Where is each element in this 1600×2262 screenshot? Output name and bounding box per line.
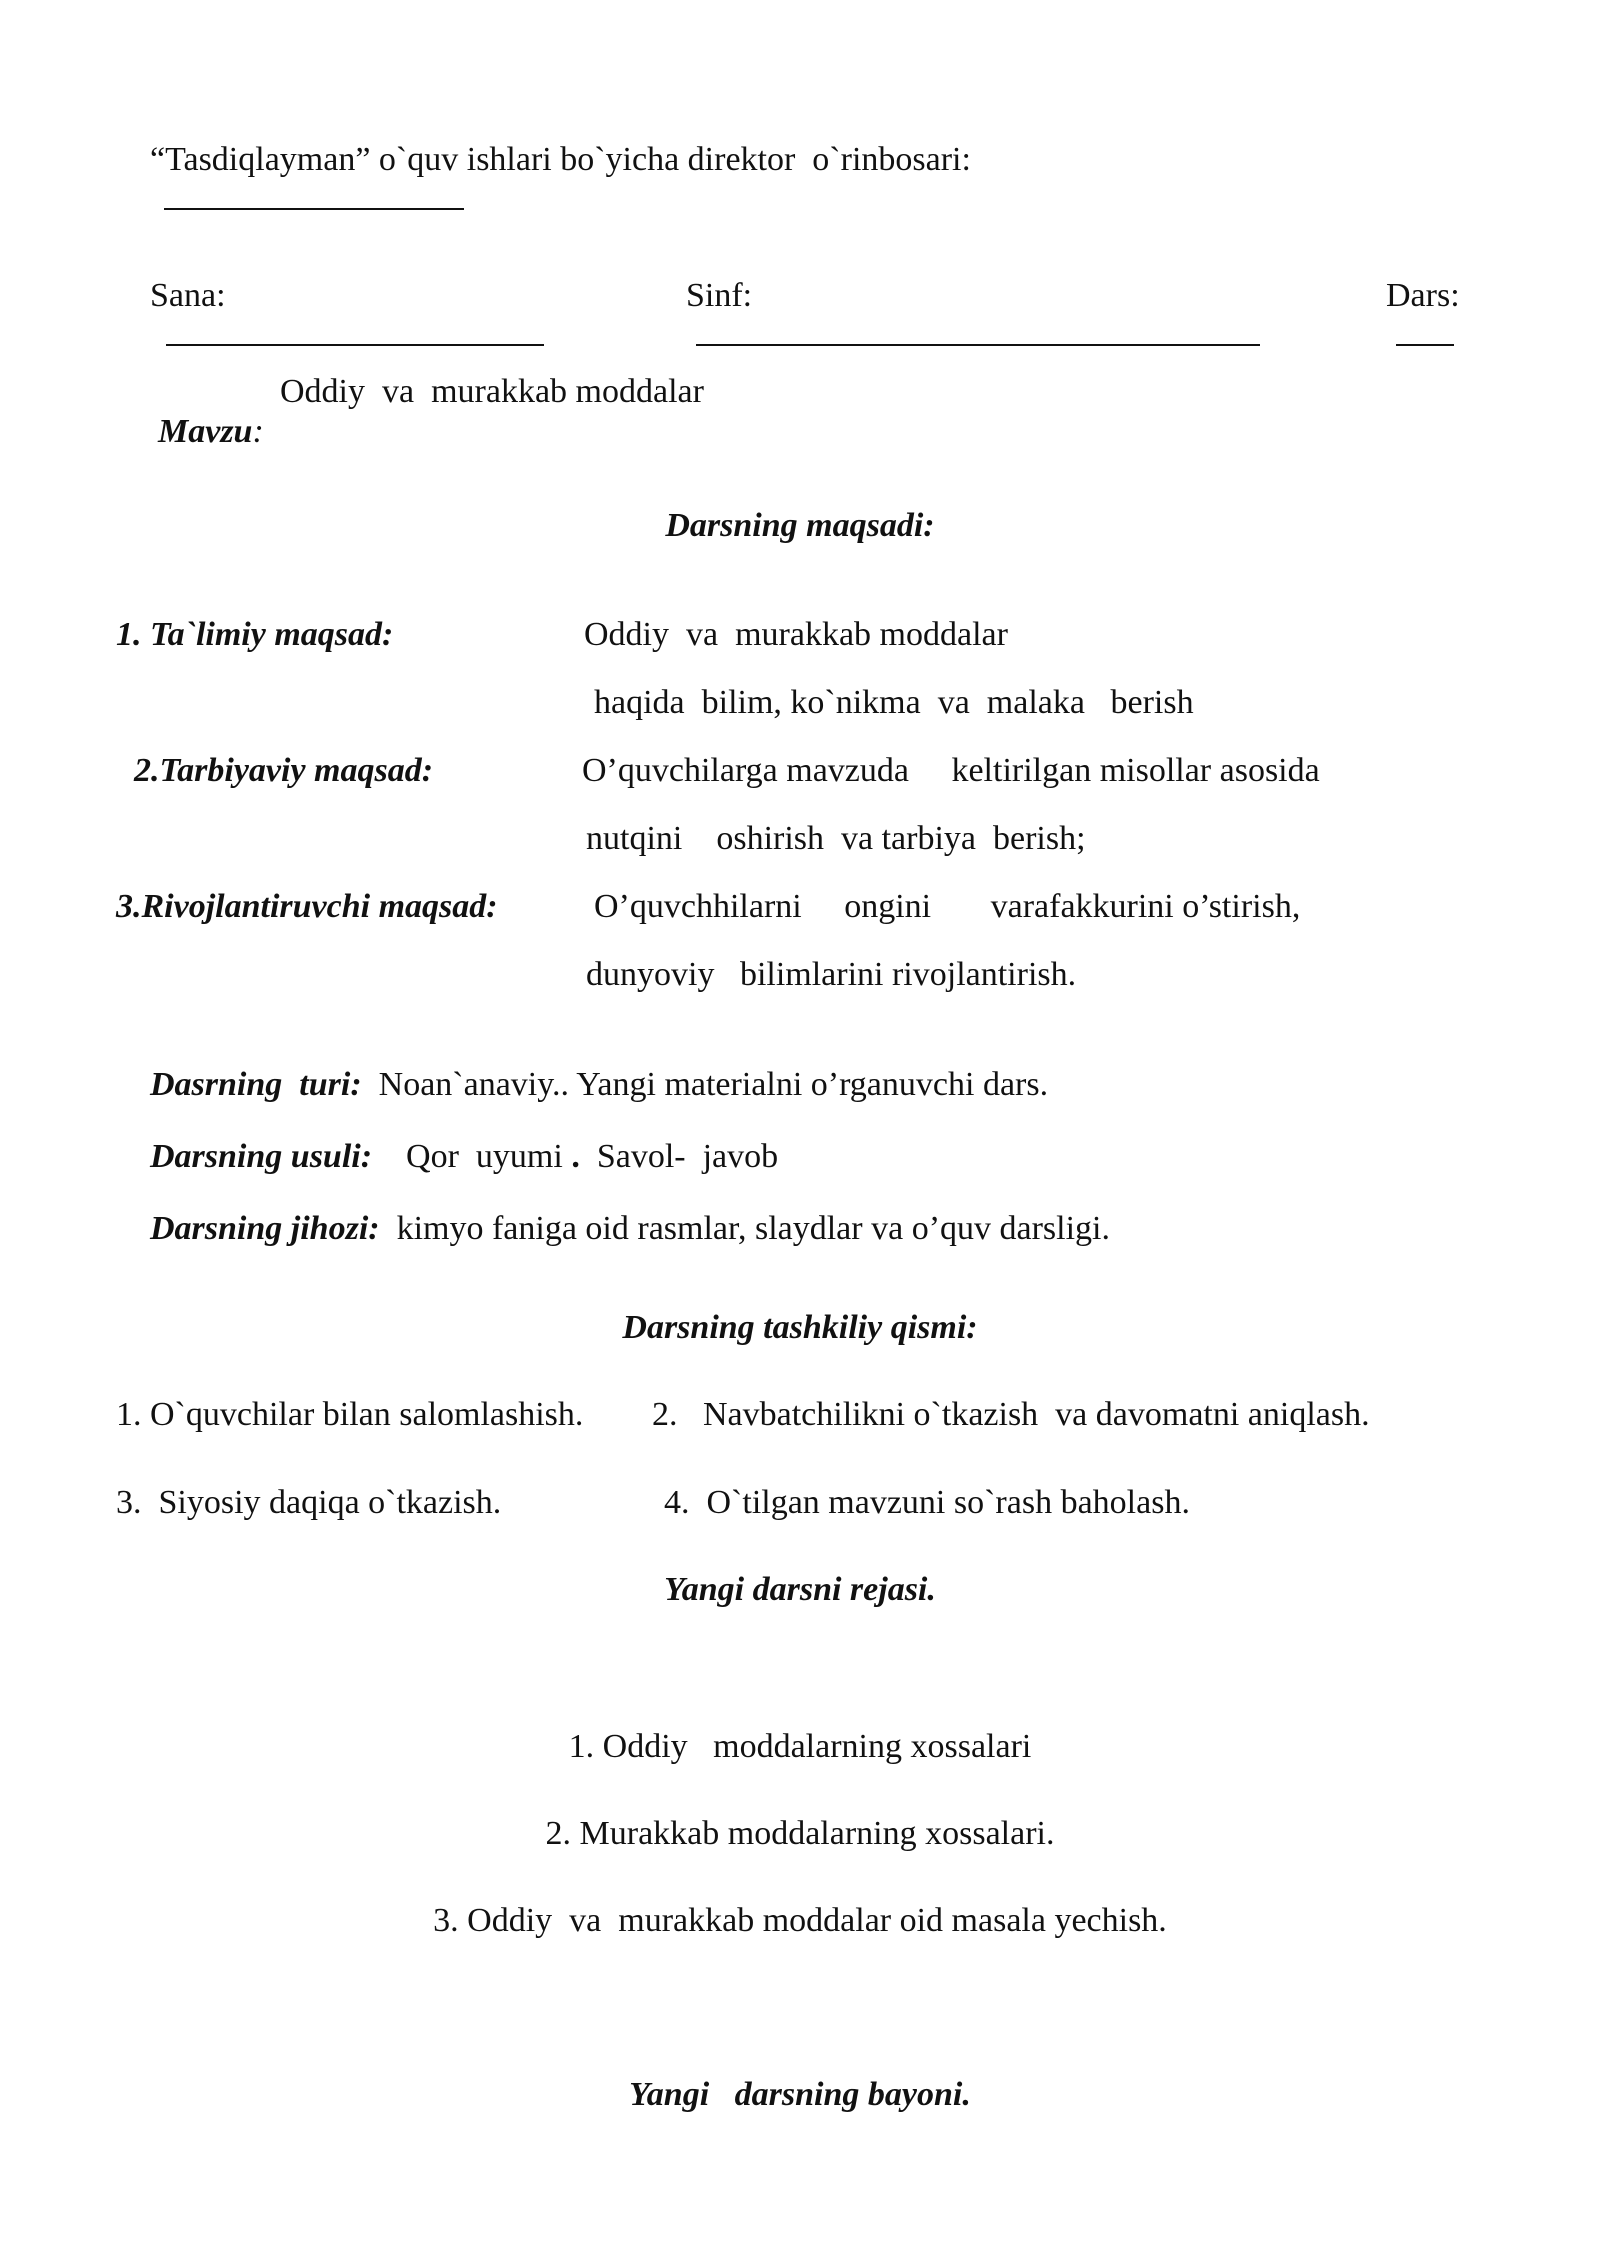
plan-item-1: 1. Oddiy moddalarning xossalari xyxy=(568,1728,1032,1765)
lesson-type-label: Dasrning turi: xyxy=(150,1066,362,1103)
lesson-method-label: Darsning usuli: xyxy=(150,1138,373,1175)
class-field-group xyxy=(652,236,1260,396)
topic-label: Mavzu xyxy=(158,413,253,450)
lesson-number-blank[interactable] xyxy=(1396,318,1454,346)
lesson-method-value-a: Qor uyumi xyxy=(406,1138,563,1175)
organization-heading: Darsning tashkiliy qismi: xyxy=(622,1309,978,1346)
plan-item-3: 3. Oddiy va murakkab moddalar oid masala yechish. xyxy=(433,1902,1167,1939)
date-label: Sana: xyxy=(150,277,226,314)
topic-line xyxy=(124,372,264,492)
organization-item-1: 1. O`quvchilar bilan salomlashish. xyxy=(116,1396,584,1433)
topic-value: Oddiy va murakkab moddalar xyxy=(280,373,704,410)
class-blank[interactable] xyxy=(696,318,1260,346)
upbringing-goal-line1: O’quvchilarga mavzuda keltirilgan misollar asosida xyxy=(582,752,1320,789)
organization-item-3: 3. Siyosiy daqiqa o`tkazish. xyxy=(116,1484,502,1521)
lesson-label: Dars: xyxy=(1386,277,1460,314)
organization-item-2: 2. Navbatchilikni o`tkazish va davomatni aniqlash. xyxy=(652,1396,1370,1433)
organization-item-4: 4. O`tilgan mavzuni so`rash baholash. xyxy=(664,1484,1190,1521)
goals-heading: Darsning maqsadi: xyxy=(665,507,935,544)
lesson-equipment-value: kimyo faniga oid rasmlar, slaydlar va o’quv darsligi. xyxy=(396,1210,1110,1247)
educational-goal-line2: haqida bilim, ko`nikma va malaka berish xyxy=(594,684,1194,721)
lesson-type-value: Noan`anaviy.. Yangi materialni o’rganuvchi dars. xyxy=(378,1066,1049,1103)
approval-signature-blank[interactable] xyxy=(164,182,464,210)
lesson-equipment-line xyxy=(116,1169,1110,1289)
exposition-heading: Yangi darsning bayoni. xyxy=(629,2076,971,2113)
lesson-method-dot: . xyxy=(571,1138,580,1175)
lesson-equipment-label: Darsning jihozi: xyxy=(150,1210,380,1247)
date-blank[interactable] xyxy=(166,318,544,346)
educational-goal-label: 1. Ta`limiy maqsad: xyxy=(116,616,394,653)
class-label: Sinf: xyxy=(686,277,753,314)
upbringing-goal-label: 2.Tarbiyaviy maqsad: xyxy=(134,752,434,789)
plan-heading: Yangi darsni rejasi. xyxy=(664,1571,936,1608)
developmental-goal-label: 3.Rivojlantiruvchi maqsad: xyxy=(116,888,498,925)
developmental-goal-line1: O’quvchhilarni ongini varafakkurini o’stirish, xyxy=(594,888,1301,925)
topic-colon: : xyxy=(252,413,264,450)
plan-item-2: 2. Murakkab moddalarning xossalari. xyxy=(545,1815,1055,1852)
upbringing-goal-line2: nutqini oshirish va tarbiya berish; xyxy=(586,820,1086,857)
lesson-method-value-b: Savol- javob xyxy=(596,1138,779,1175)
lesson-field-group xyxy=(1352,236,1460,396)
educational-goal-line1: Oddiy va murakkab moddalar xyxy=(584,616,1008,653)
developmental-goal-line2: dunyoviy bilimlarini rivojlantirish. xyxy=(586,956,1077,993)
approval-text: “Tasdiqlayman” o`quv ishlari bo`yicha direktor o`rinbosari: xyxy=(150,141,971,178)
